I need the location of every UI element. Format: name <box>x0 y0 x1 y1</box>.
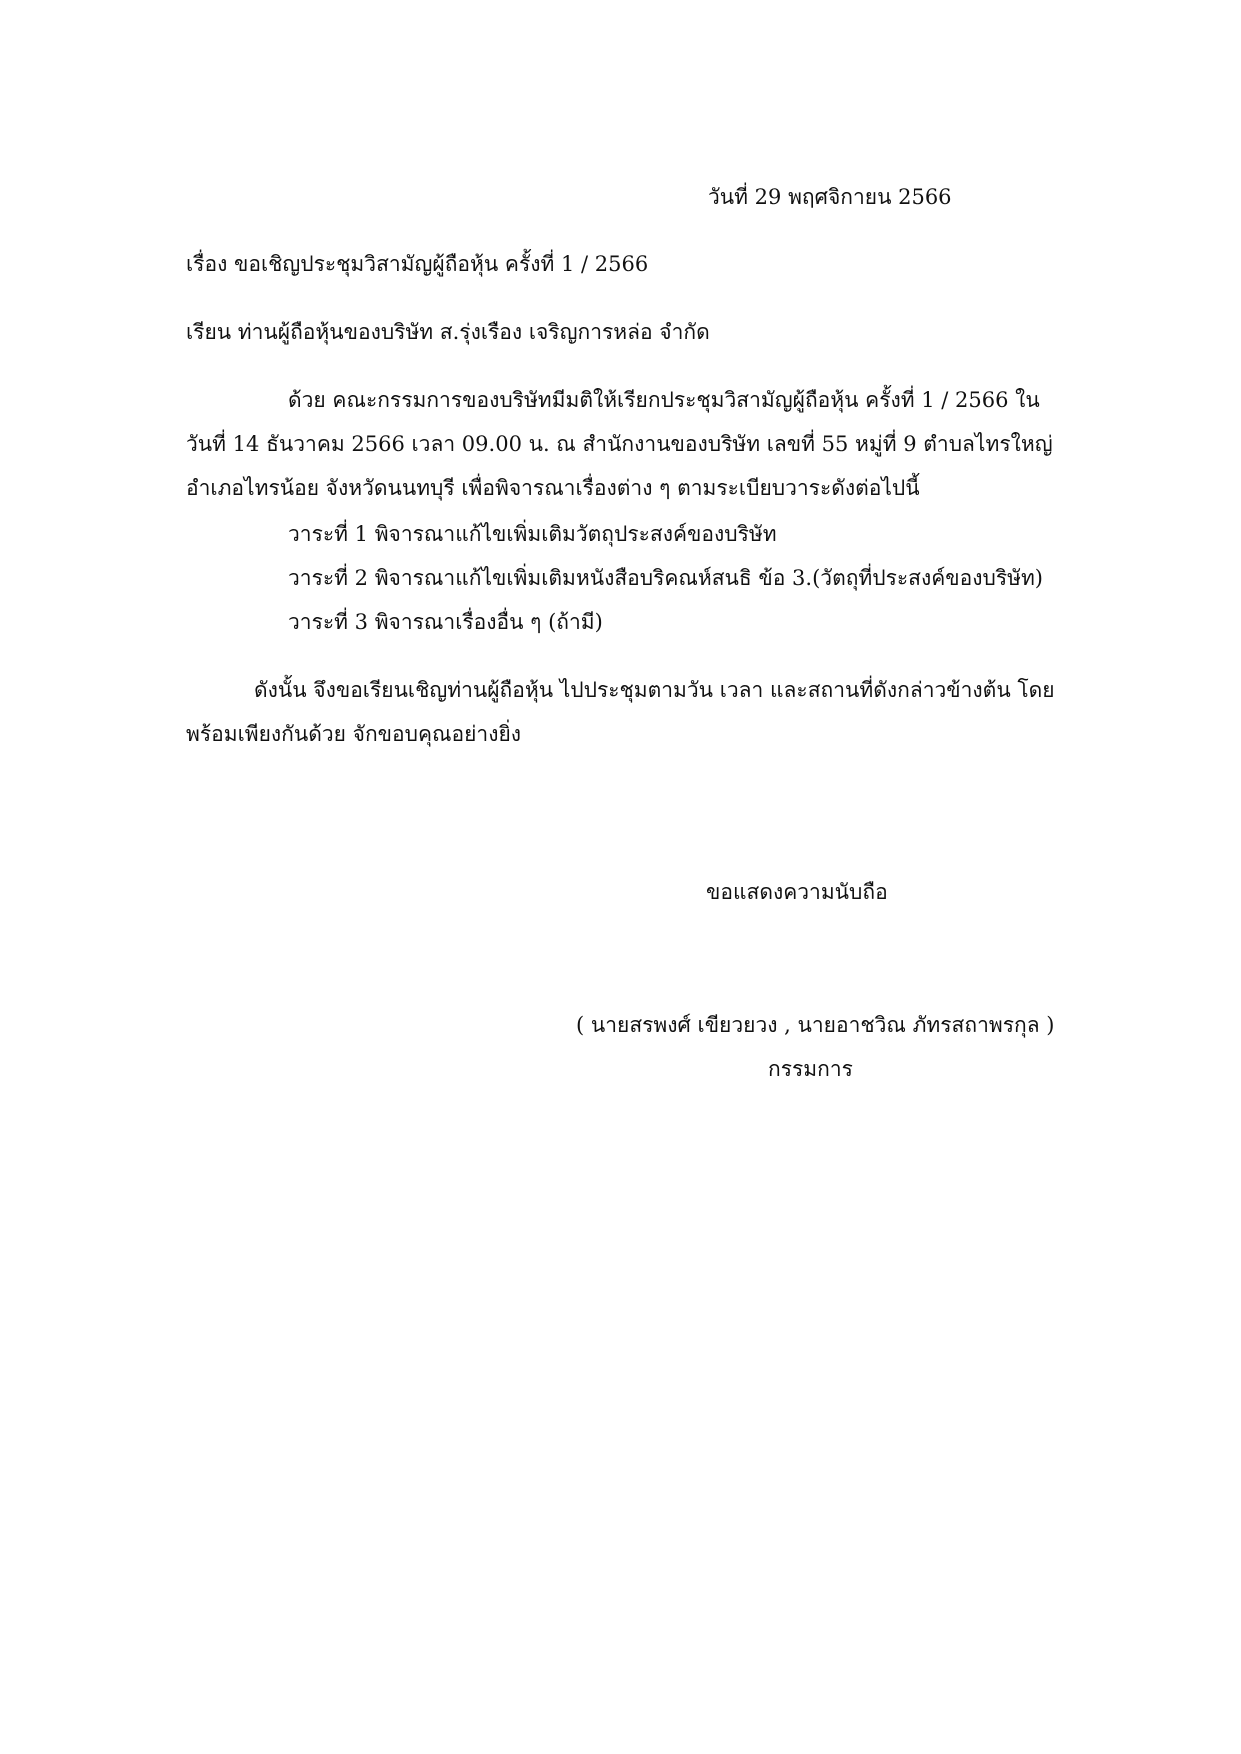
body-paragraph-2-line-1: ดังนั้น จึงขอเรียนเชิญท่านผู้ถือหุ้น ไปประชุมตามวัน เวลา และสถานที่ดังกล่าวข้างต้น โดย <box>254 678 1055 702</box>
agenda-item-3: วาระที่ 3 พิจารณาเรื่องอื่น ๆ (ถ้ามี) <box>288 610 603 634</box>
letter-subject: เรื่อง ขอเชิญประชุมวิสามัญผู้ถือหุ้น ครั้งที่ 1 / 2566 <box>186 252 649 276</box>
body-paragraph-1-line-2: วันที่ 14 ธันวาคม 2566 เวลา 09.00 น. ณ สำนักงานของบริษัท เลขที่ 55 หมู่ที่ 9 ตำบลไทรใหญ่ <box>186 432 1053 456</box>
letter-recipient: เรียน ท่านผู้ถือหุ้นของบริษัท ส.รุ่งเรือง เจริญการหล่อ จำกัด <box>186 320 710 344</box>
signatory-names: ( นายสรพงศ์ เขียวยวง , นายอาชวิณ ภัทรสถาพรกุล ) <box>576 1013 1055 1037</box>
closing-phrase: ขอแสดงความนับถือ <box>706 880 888 904</box>
letter-date: วันที่ 29 พฤศจิกายน 2566 <box>708 185 952 209</box>
agenda-item-2: วาระที่ 2 พิจารณาแก้ไขเพิ่มเติมหนังสือบริคณห์สนธิ ข้อ 3.(วัตถุที่ประสงค์ของบริษัท) <box>288 566 1043 590</box>
signatory-title: กรรมการ <box>768 1057 853 1081</box>
body-paragraph-1-line-1: ด้วย คณะกรรมการของบริษัทมีมติให้เรียกประชุมวิสามัญผู้ถือหุ้น ครั้งที่ 1 / 2566 ใน <box>288 388 1040 412</box>
body-paragraph-2-line-2: พร้อมเพียงกันด้วย จักขอบคุณอย่างยิ่ง <box>186 722 522 746</box>
agenda-item-1: วาระที่ 1 พิจารณาแก้ไขเพิ่มเติมวัตถุประสงค์ของบริษัท <box>288 522 777 546</box>
body-paragraph-1-line-3: อำเภอไทรน้อย จังหวัดนนทบุรี เพื่อพิจารณาเรื่องต่าง ๆ ตามระเบียบวาระดังต่อไปนี้ <box>186 476 920 500</box>
